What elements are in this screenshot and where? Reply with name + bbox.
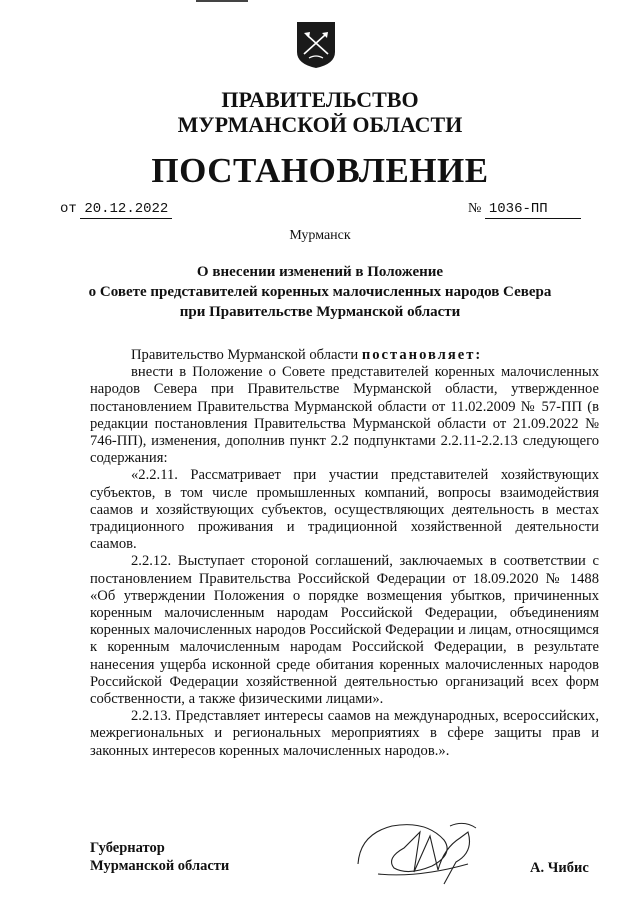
handwritten-signature: [348, 812, 498, 892]
government-title-line2: МУРМАНСКОЙ ОБЛАСТИ: [177, 112, 463, 137]
subject-line1: О внесении изменений в Положение: [196, 264, 444, 280]
date-field: [60, 200, 172, 219]
position-line2: Мурманской области: [90, 858, 230, 874]
date-value: 20.12.2022: [80, 200, 172, 219]
number-field: [468, 200, 581, 219]
intro-action: постановляет:: [361, 347, 483, 363]
paragraph-1: внести в Положение о Совете представителей коренных малочисленных народов Севера при Правительстве Мурманской области, утвержденное постановлением Правительства Мурманской области от 11.02.2009 № 57-ПП (в редакции постановления Правительства Мурманской области от 21.09.2022 № 746-ПП), изменения, дополнив пункт 2.2 подпунктами 2.2.11-2.2.13 следующего содержания:: [90, 364, 599, 467]
intro-paragraph: [90, 347, 599, 364]
paragraph-3: 2.2.12. Выступает стороной соглашений, заключаемых в соответствии с постановлением Правительства Российской Федерации от 18.09.2020 № 1488 «Об утверждении Положения о порядке возмещения убытков, причиненных коренным малочисленным народам Российской Федерации, объединениям коренных малочисленных народов Российской Федерации и лицам, относящимся к коренным малочисленным народам Российской Федерации, в результате нанесения ущерба исконной среде обитания коренных малочисленных народов Российской Федерации хозяйственной деятельностью организаций всех форм собственности, а также физическими лицами».: [90, 553, 599, 708]
paragraph-4: 2.2.13. Представляет интересы саамов на международных, всероссийских, межрегиональных и региональных мероприятиях в сфере защиты прав и законных интересов коренных малочисленных народов.».: [90, 708, 599, 759]
date-prefix: от: [60, 201, 77, 217]
number-prefix: №: [468, 201, 482, 216]
signatory-name: А. Чибис: [530, 860, 589, 876]
government-title-line1: ПРАВИТЕЛЬСТВО: [221, 87, 419, 112]
document-subject: [60, 262, 580, 322]
subject-line3: при Правительстве Мурманской области: [179, 304, 461, 320]
signatory-position: [90, 839, 229, 875]
intro-text: Правительство Мурманской области: [131, 347, 359, 363]
document-type-title: ПОСТАНОВЛЕНИЕ: [151, 151, 489, 190]
position-line1: Губернатор: [90, 840, 165, 856]
top-edge-mark: [196, 0, 248, 2]
subject-line2: о Совете представителей коренных малочисленных народов Севера: [88, 284, 552, 300]
city-name: Мурманск: [289, 228, 351, 243]
document-body: [90, 347, 599, 760]
number-value: 1036-ПП: [485, 200, 581, 219]
paragraph-2: «2.2.11. Рассматривает при участии представителей хозяйствующих субъектов, в том числе промышленных компаний, вопросы взаимодействия саамов и хозяйствующих субъектов, осуществляющих деятельность в местах традиционного проживания и традиционной хозяйственной деятельности саамов.: [90, 467, 599, 553]
coat-of-arms-icon: [295, 20, 337, 70]
